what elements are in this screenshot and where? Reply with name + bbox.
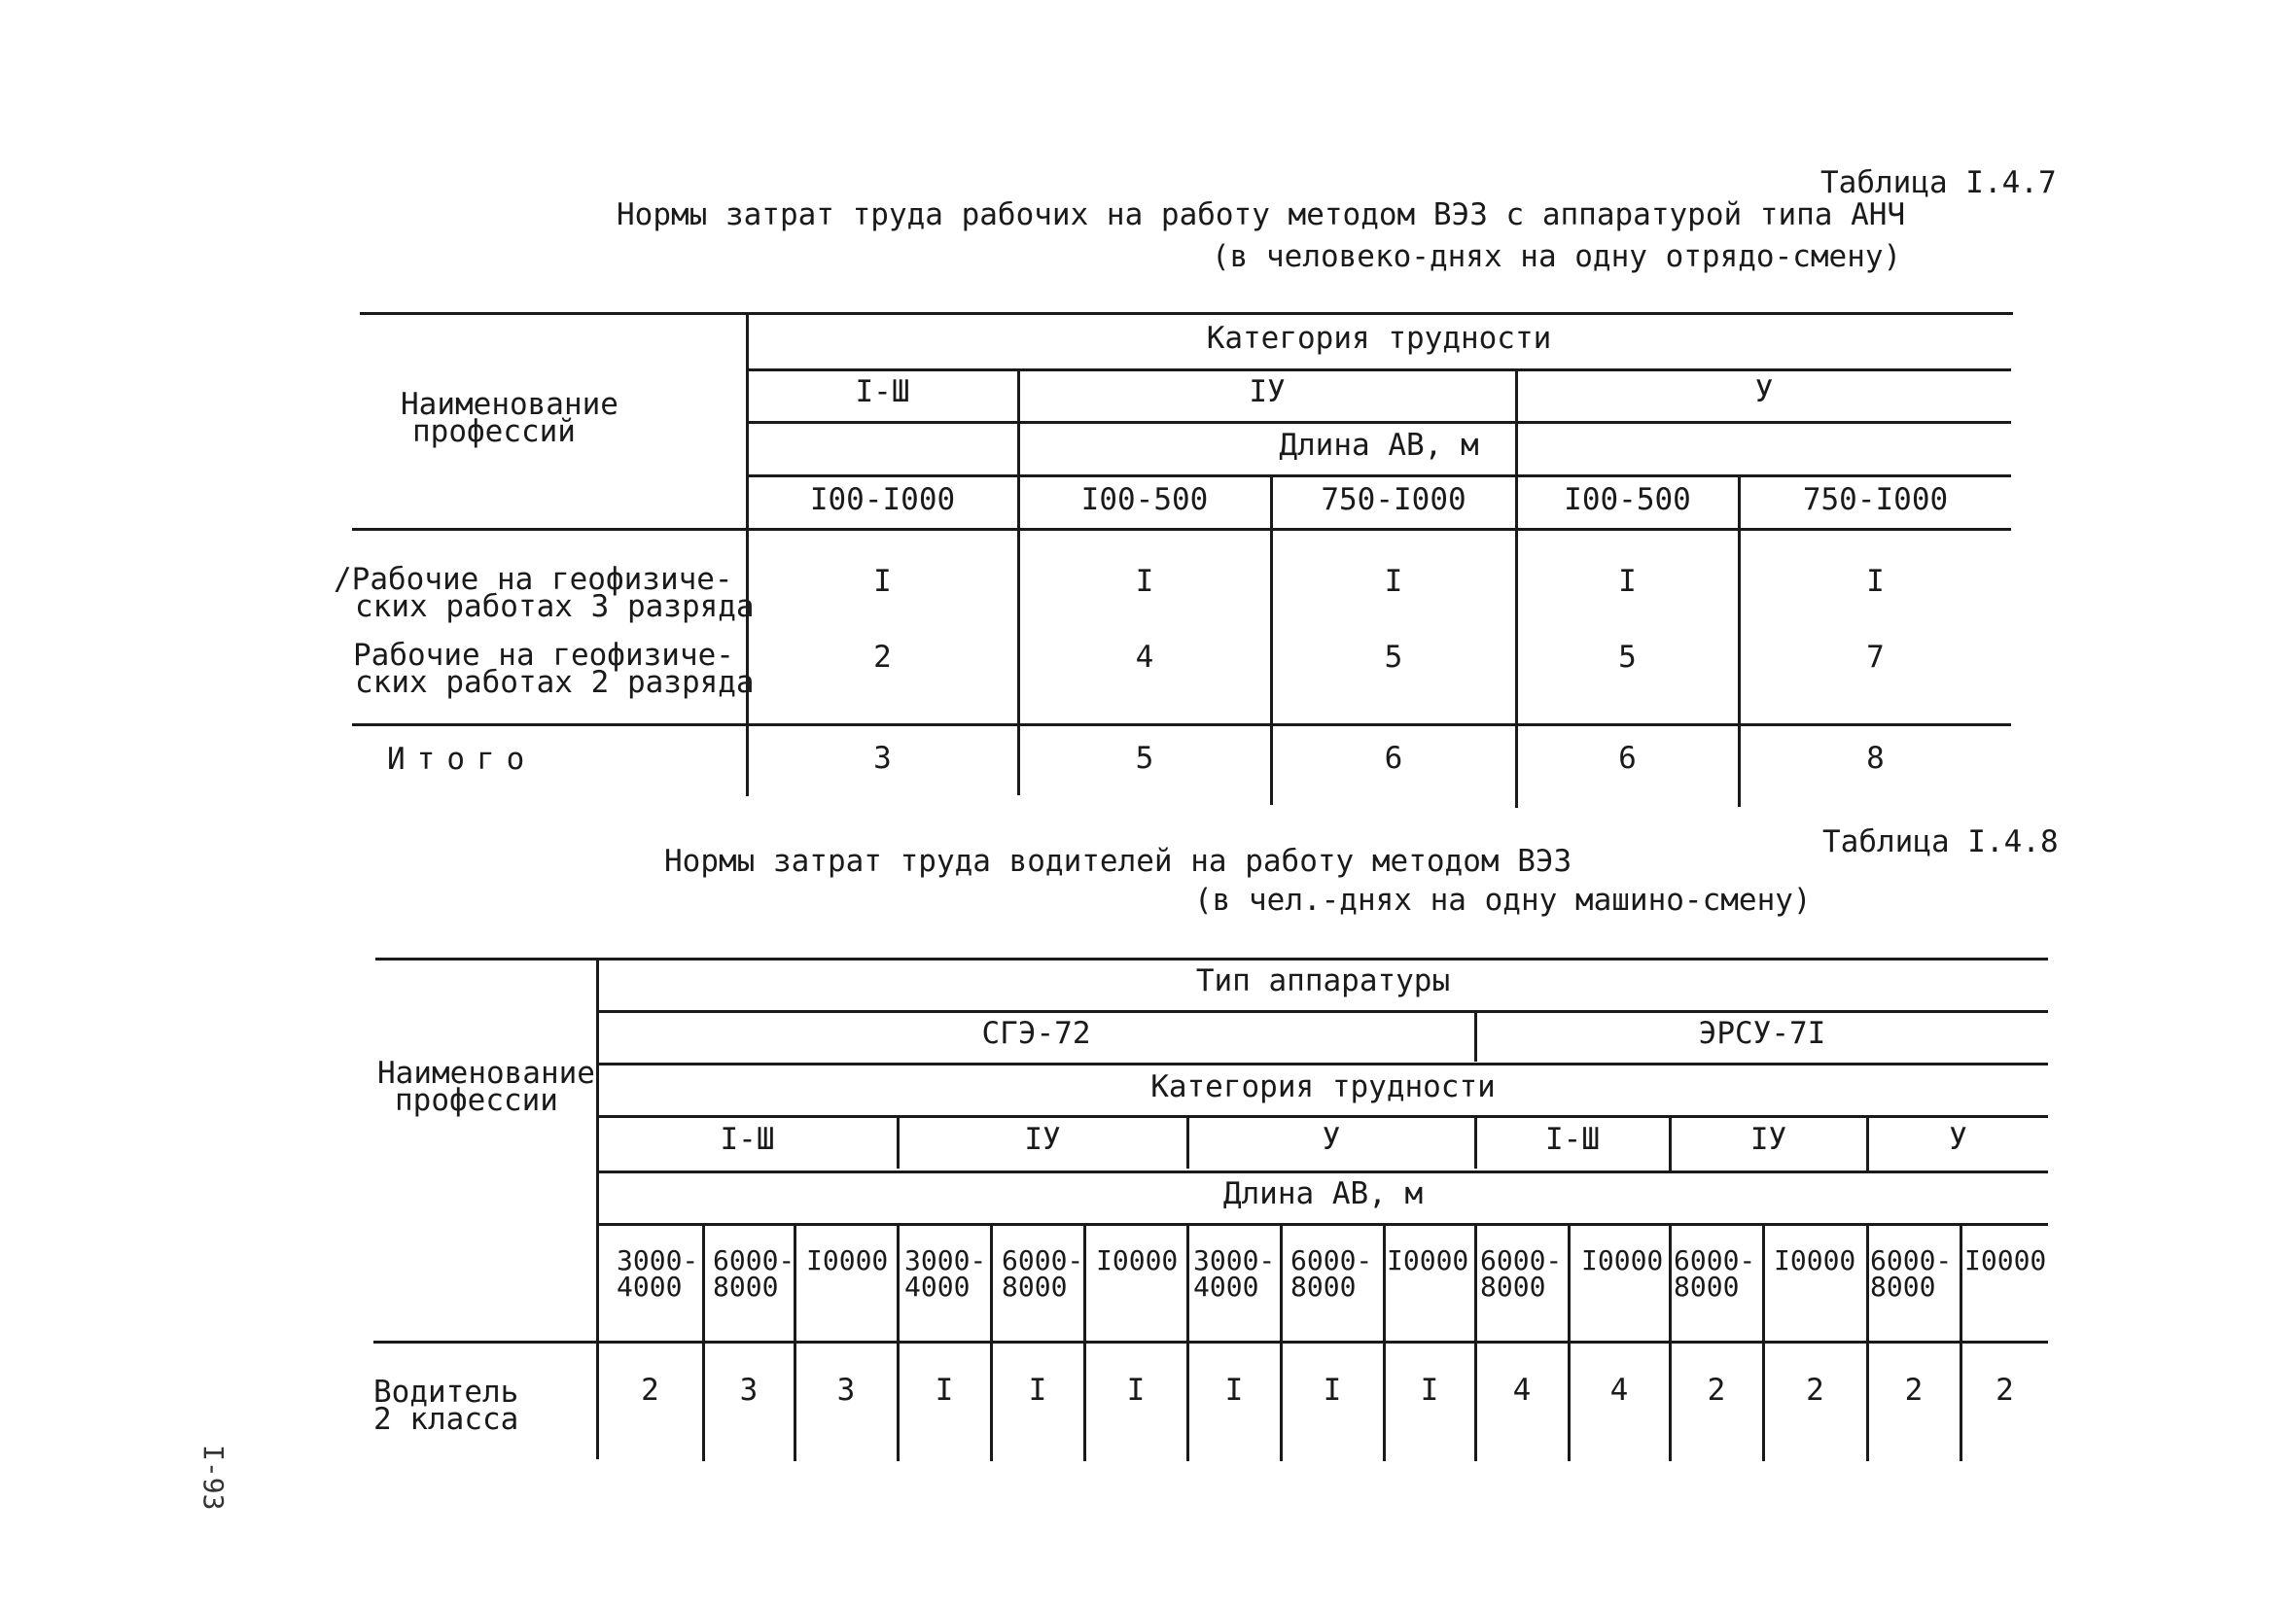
table1-range: I00-500 bbox=[1564, 482, 1691, 517]
table2-range bbox=[1480, 1244, 1563, 1303]
table2-col-rule bbox=[1280, 1225, 1283, 1461]
table2-range bbox=[1964, 1244, 2047, 1276]
table1-cell: I bbox=[1384, 564, 1403, 599]
range-line: 3000- bbox=[904, 1244, 987, 1276]
row-name-line: /Рабочие на геофизиче- bbox=[334, 562, 733, 597]
table2-range bbox=[806, 1244, 889, 1276]
range-line: I0000 bbox=[1964, 1244, 2047, 1276]
table2-range bbox=[1387, 1244, 1469, 1276]
table1-number: Таблица I.4.7 bbox=[1820, 165, 2057, 200]
table1-total-cell: 5 bbox=[1135, 741, 1154, 776]
table1-rule bbox=[747, 421, 2011, 424]
range-line: 6000- bbox=[713, 1244, 795, 1276]
table1-total-rule bbox=[352, 723, 2011, 726]
table2-col-rule bbox=[1568, 1225, 1571, 1461]
table1-total-cell: 3 bbox=[873, 741, 892, 776]
table2-range bbox=[1774, 1244, 1856, 1276]
table2-top-rule bbox=[375, 958, 2048, 961]
range-line: I0000 bbox=[1774, 1244, 1856, 1276]
table2-col-rule bbox=[1960, 1225, 1962, 1461]
row-name-line: Водитель bbox=[373, 1375, 519, 1410]
table1-total-cell: 6 bbox=[1618, 741, 1637, 776]
range-line: 6000- bbox=[1480, 1244, 1563, 1276]
table2-range bbox=[713, 1244, 795, 1303]
range-line: 4000 bbox=[904, 1271, 971, 1303]
table1-cell: I bbox=[1866, 564, 1885, 599]
table1-row-name bbox=[334, 562, 755, 624]
profession-header-line: Наименование bbox=[377, 1056, 595, 1091]
table2-cell: I bbox=[1126, 1373, 1146, 1408]
table2-range bbox=[1193, 1244, 1276, 1303]
table2-cell: 4 bbox=[1512, 1373, 1532, 1408]
table2-range bbox=[1581, 1244, 1664, 1276]
table2-title: Нормы затрат труда водителей на работу методом ВЭЗ bbox=[664, 844, 1572, 879]
table2-cell: 2 bbox=[1996, 1373, 2014, 1408]
table2-col-rule bbox=[990, 1225, 993, 1461]
table2-row-name bbox=[373, 1375, 519, 1437]
table2-cell: 4 bbox=[1609, 1373, 1629, 1408]
range-line: I0000 bbox=[1387, 1244, 1469, 1276]
table2-rule bbox=[597, 1063, 2048, 1066]
table2-col-rule bbox=[897, 1225, 900, 1461]
range-line: 8000 bbox=[1002, 1271, 1068, 1303]
table2-cell: I bbox=[1028, 1373, 1047, 1408]
range-line: 6000- bbox=[1674, 1244, 1756, 1276]
table2-category: У bbox=[1949, 1122, 1967, 1157]
table1-length-title: Длина АВ, м bbox=[1279, 428, 1479, 463]
table2-col-rule bbox=[1383, 1225, 1386, 1461]
table2-category-title: Категория трудности bbox=[1150, 1069, 1496, 1104]
table2-cell: 2 bbox=[1904, 1373, 1924, 1408]
table1-cell: I bbox=[1135, 564, 1154, 599]
table1-total-cell: 8 bbox=[1866, 741, 1885, 776]
table1-rule bbox=[747, 474, 2011, 477]
range-line: 6000- bbox=[1870, 1244, 1953, 1276]
range-line: 6000- bbox=[1002, 1244, 1084, 1276]
table2-number: Таблица I.4.8 bbox=[1822, 824, 2059, 859]
table2-cell: I bbox=[1224, 1373, 1244, 1408]
table1-unit: (в человеко-днях на одну отрядо-смену) bbox=[1212, 239, 1902, 274]
profession-header-line: профессии bbox=[395, 1083, 558, 1118]
table1-title: Нормы затрат труда рабочих на работу методом ВЭЗ с аппаратурой типа АНЧ bbox=[617, 197, 1906, 232]
range-line: 8000 bbox=[713, 1271, 779, 1303]
table1-rule bbox=[747, 368, 2011, 371]
table1-profession-header bbox=[401, 387, 618, 449]
table1-cell: 5 bbox=[1384, 640, 1403, 675]
table2-unit: (в чел.-днях на одну машино-смену) bbox=[1194, 883, 1812, 918]
table2-range bbox=[1096, 1244, 1179, 1276]
table2-header-rule bbox=[373, 1341, 2048, 1344]
table2-col-rule bbox=[1669, 1225, 1672, 1461]
table2-length-title: Длина АВ, м bbox=[1222, 1176, 1424, 1211]
table1-cell: 5 bbox=[1618, 640, 1637, 675]
table2-col-rule bbox=[1474, 1225, 1477, 1461]
table2-range bbox=[1674, 1244, 1756, 1303]
range-line: 8000 bbox=[1870, 1271, 1936, 1303]
table1-range: I00-I000 bbox=[809, 482, 956, 517]
table1-cell: 7 bbox=[1866, 640, 1885, 675]
profession-header-line: профессий bbox=[412, 414, 576, 449]
table1-range: 750-I000 bbox=[1321, 482, 1466, 517]
range-line: 6000- bbox=[1290, 1244, 1373, 1276]
table2-cell: 2 bbox=[1707, 1373, 1726, 1408]
table2-apparatus: СГЭ-72 bbox=[981, 1016, 1091, 1051]
table2-cell: 3 bbox=[836, 1373, 856, 1408]
range-line: 8000 bbox=[1480, 1271, 1546, 1303]
table2-category: IУ bbox=[1024, 1122, 1061, 1157]
table2-cell: 3 bbox=[739, 1373, 759, 1408]
table2-range bbox=[617, 1244, 699, 1303]
table2-category: У bbox=[1322, 1122, 1341, 1157]
table2-apparatus: ЭРСУ-7I bbox=[1698, 1016, 1826, 1051]
table2-range bbox=[1002, 1244, 1084, 1303]
row-name-line: 2 класса bbox=[373, 1402, 519, 1437]
table2-category: IУ bbox=[1749, 1122, 1787, 1157]
range-line: 3000- bbox=[1193, 1244, 1276, 1276]
range-line: 8000 bbox=[1674, 1271, 1740, 1303]
table2-cell: I bbox=[935, 1373, 954, 1408]
range-line: 4000 bbox=[1193, 1271, 1259, 1303]
table1-header-rule bbox=[352, 528, 2011, 531]
range-line: 8000 bbox=[1290, 1271, 1357, 1303]
range-line: I0000 bbox=[1096, 1244, 1179, 1276]
profession-header-line: Наименование bbox=[401, 387, 618, 422]
table1-range: 750-I000 bbox=[1802, 482, 1949, 517]
table1-total-cell: 6 bbox=[1384, 741, 1403, 776]
row-name-line: ских работах 3 разряда bbox=[355, 589, 755, 624]
table1-cell: I bbox=[1618, 564, 1637, 599]
row-name-line: Рабочие на геофизиче- bbox=[353, 638, 734, 673]
table2-category: I-Ш bbox=[720, 1122, 775, 1157]
table2-rule bbox=[597, 1010, 2048, 1013]
table2-col-rule bbox=[1762, 1225, 1765, 1461]
table2-rule bbox=[597, 1170, 2048, 1173]
range-line: 4000 bbox=[617, 1271, 683, 1303]
table2-col-rule bbox=[702, 1225, 705, 1461]
row-name-line: ских работах 2 разряда bbox=[355, 665, 755, 700]
table2-range bbox=[1290, 1244, 1373, 1303]
table2-category: I-Ш bbox=[1545, 1122, 1600, 1157]
table2-cell: 2 bbox=[1806, 1373, 1824, 1408]
table2-cell: I bbox=[1420, 1373, 1439, 1408]
table2-col-rule bbox=[1186, 1225, 1189, 1461]
table2-col-rule bbox=[1083, 1225, 1086, 1461]
table2-apparatus-title: Тип аппаратуры bbox=[1195, 963, 1451, 998]
range-line: I0000 bbox=[806, 1244, 889, 1276]
table1-total-label: Итого bbox=[387, 742, 537, 777]
table2-range bbox=[904, 1244, 987, 1303]
table2-profession-header bbox=[377, 1056, 595, 1118]
table2-rule bbox=[597, 1223, 2048, 1226]
table1-range: I00-500 bbox=[1080, 482, 1209, 517]
table1-category: I-Ш bbox=[855, 374, 910, 409]
table1-category-title: Категория трудности bbox=[1206, 321, 1552, 356]
table2-col-rule bbox=[1866, 1225, 1869, 1461]
table1-top-rule bbox=[360, 312, 2013, 315]
table2-rule bbox=[597, 1115, 2048, 1118]
table2-range bbox=[1870, 1244, 1953, 1303]
table1-cell: 2 bbox=[873, 640, 892, 675]
table1-cell: I bbox=[873, 564, 892, 599]
table2-cell: I bbox=[1323, 1373, 1342, 1408]
page-number: I-93 bbox=[197, 1445, 230, 1511]
table1-category: У bbox=[1754, 374, 1774, 409]
table2-cell: 2 bbox=[641, 1373, 659, 1408]
range-line: I0000 bbox=[1581, 1244, 1664, 1276]
table1-category: IУ bbox=[1249, 374, 1286, 409]
table1-cell: 4 bbox=[1135, 640, 1154, 675]
range-line: 3000- bbox=[617, 1244, 699, 1276]
table1-row-name bbox=[353, 638, 755, 700]
